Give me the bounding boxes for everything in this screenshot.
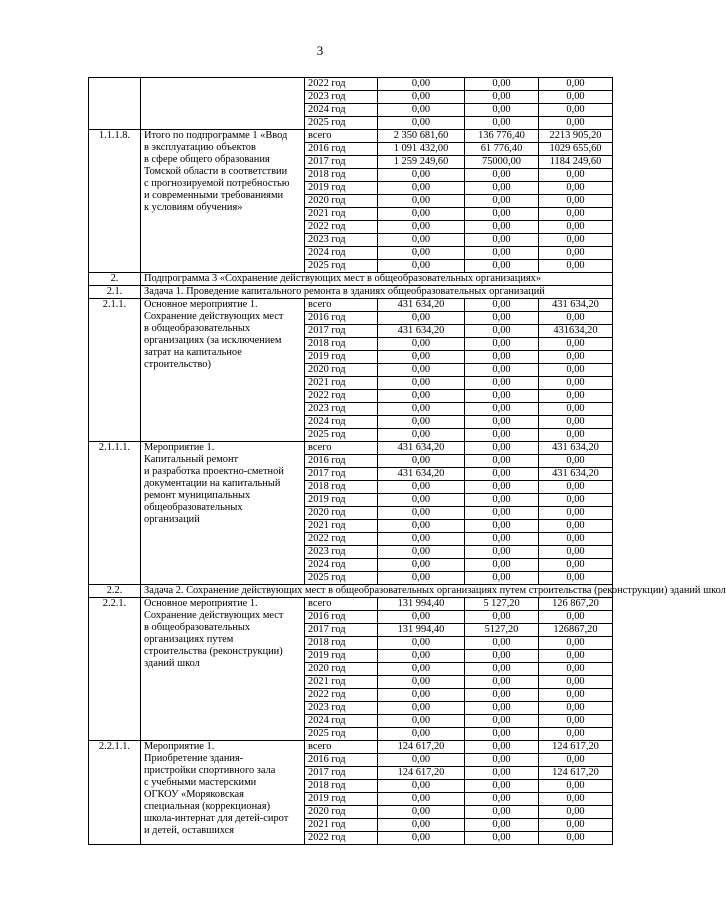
federal-value: 0,00	[465, 494, 539, 507]
federal-value: 0,00	[465, 299, 539, 312]
section-row	[89, 585, 613, 598]
federal-value: 0,00	[465, 325, 539, 338]
total-value: 0,00	[378, 832, 465, 845]
year-cell: 2025 год	[305, 728, 378, 741]
item-name-line: к условиям обучения»	[144, 202, 243, 213]
federal-value: 0,00	[465, 767, 539, 780]
section-number: 2.1.	[89, 286, 141, 299]
total-value: 0,00	[378, 429, 465, 442]
regional-value: 0,00	[539, 78, 613, 91]
total-value: 0,00	[378, 663, 465, 676]
item-name-line: Приобретение здания-	[144, 753, 244, 764]
total-value: 0,00	[378, 572, 465, 585]
table-row	[89, 741, 613, 754]
year-cell: 2019 год	[305, 793, 378, 806]
year-cell: 2016 год	[305, 754, 378, 767]
section-number: 2.2.	[89, 585, 141, 598]
federal-value: 0,00	[465, 455, 539, 468]
year-cell: 2016 год	[305, 312, 378, 325]
item-name	[141, 78, 305, 130]
federal-value: 75000,00	[465, 156, 539, 169]
total-value: 431 634,20	[378, 442, 465, 455]
section-row	[89, 273, 613, 286]
regional-value: 0,00	[539, 832, 613, 845]
total-value: 0,00	[378, 91, 465, 104]
total-value: 0,00	[378, 260, 465, 273]
regional-value: 0,00	[539, 546, 613, 559]
year-cell: 2025 год	[305, 117, 378, 130]
total-value: 431 634,20	[378, 468, 465, 481]
total-value: 0,00	[378, 247, 465, 260]
total-value: 0,00	[378, 702, 465, 715]
year-cell: 2025 год	[305, 572, 378, 585]
federal-value: 0,00	[465, 481, 539, 494]
federal-value: 0,00	[465, 715, 539, 728]
regional-value: 0,00	[539, 780, 613, 793]
year-cell: 2025 год	[305, 429, 378, 442]
year-cell: 2022 год	[305, 221, 378, 234]
year-cell: всего	[305, 598, 378, 611]
regional-value: 0,00	[539, 260, 613, 273]
regional-value: 0,00	[539, 338, 613, 351]
regional-value: 0,00	[539, 429, 613, 442]
total-value: 0,00	[378, 390, 465, 403]
table-row	[89, 598, 613, 611]
total-value: 0,00	[378, 520, 465, 533]
year-cell: 2021 год	[305, 520, 378, 533]
item-name-line: организациях путем	[144, 634, 234, 645]
federal-value: 0,00	[465, 416, 539, 429]
federal-value: 0,00	[465, 689, 539, 702]
regional-value: 0,00	[539, 403, 613, 416]
item-name	[141, 299, 305, 442]
total-value: 0,00	[378, 819, 465, 832]
federal-value: 0,00	[465, 117, 539, 130]
year-cell: 2024 год	[305, 247, 378, 260]
year-cell: 2017 год	[305, 156, 378, 169]
year-cell: 2019 год	[305, 351, 378, 364]
federal-value: 136 776,40	[465, 130, 539, 143]
year-cell: всего	[305, 299, 378, 312]
item-name-line: организациях (за исключением	[144, 335, 282, 346]
section-row	[89, 286, 613, 299]
year-cell: 2024 год	[305, 416, 378, 429]
item-name-line: с прогнозируемой потребностью	[144, 178, 290, 189]
item-name-line: Сохранение действующих мест	[144, 311, 284, 322]
total-value: 0,00	[378, 455, 465, 468]
federal-value: 0,00	[465, 364, 539, 377]
item-name	[141, 741, 305, 845]
federal-value: 0,00	[465, 338, 539, 351]
regional-value: 0,00	[539, 819, 613, 832]
year-cell: 2020 год	[305, 195, 378, 208]
total-value: 124 617,20	[378, 741, 465, 754]
item-name-line: и современными требованиями	[144, 190, 284, 201]
year-cell: 2022 год	[305, 390, 378, 403]
year-cell: 2022 год	[305, 689, 378, 702]
item-name	[141, 130, 305, 273]
item-name-line: строительства (реконструкции)	[144, 646, 283, 657]
year-cell: 2022 год	[305, 78, 378, 91]
year-cell: 2024 год	[305, 715, 378, 728]
year-cell: 2023 год	[305, 91, 378, 104]
total-value: 0,00	[378, 676, 465, 689]
federal-value: 0,00	[465, 507, 539, 520]
total-value: 0,00	[378, 169, 465, 182]
item-name-line: в общеобразовательных	[144, 323, 251, 334]
regional-value: 0,00	[539, 702, 613, 715]
regional-value: 0,00	[539, 728, 613, 741]
regional-value: 0,00	[539, 676, 613, 689]
total-value: 0,00	[378, 715, 465, 728]
regional-value: 0,00	[539, 533, 613, 546]
year-cell: 2018 год	[305, 481, 378, 494]
federal-value: 0,00	[465, 780, 539, 793]
federal-value: 0,00	[465, 351, 539, 364]
year-cell: 2017 год	[305, 767, 378, 780]
federal-value: 0,00	[465, 676, 539, 689]
year-cell: 2021 год	[305, 377, 378, 390]
table-row	[89, 299, 613, 312]
item-name-line: Итого по подпрограмме 1 «Ввод	[144, 130, 288, 141]
total-value: 0,00	[378, 793, 465, 806]
regional-value: 0,00	[539, 416, 613, 429]
year-cell: 2022 год	[305, 533, 378, 546]
section-title: Задача 2. Сохранение действующих мест в общеобразовательных организациях путем строительства (реконструкции) зданий школ	[141, 585, 613, 598]
item-name-line: в сфере общего образования	[144, 154, 270, 165]
regional-value: 0,00	[539, 195, 613, 208]
regional-value: 0,00	[539, 754, 613, 767]
total-value: 0,00	[378, 403, 465, 416]
item-name-line: Томской области в соответствии	[144, 166, 288, 177]
federal-value: 0,00	[465, 312, 539, 325]
federal-value: 0,00	[465, 520, 539, 533]
table-row	[89, 442, 613, 455]
federal-value: 0,00	[465, 663, 539, 676]
federal-value: 0,00	[465, 533, 539, 546]
regional-value: 0,00	[539, 247, 613, 260]
regional-value: 0,00	[539, 377, 613, 390]
item-number	[89, 78, 141, 130]
year-cell: 2024 год	[305, 559, 378, 572]
year-cell: 2023 год	[305, 702, 378, 715]
total-value: 0,00	[378, 338, 465, 351]
total-value: 1 259 249,60	[378, 156, 465, 169]
regional-value: 0,00	[539, 572, 613, 585]
federal-value: 0,00	[465, 403, 539, 416]
item-name	[141, 442, 305, 585]
item-name-line: специальная (коррекционая)	[144, 801, 271, 812]
section-number: 2.	[89, 273, 141, 286]
total-value: 0,00	[378, 234, 465, 247]
year-cell: 2017 год	[305, 325, 378, 338]
total-value: 0,00	[378, 728, 465, 741]
item-number: 2.2.1.1.	[89, 741, 141, 845]
total-value: 0,00	[378, 806, 465, 819]
total-value: 0,00	[378, 416, 465, 429]
total-value: 0,00	[378, 364, 465, 377]
year-cell: 2023 год	[305, 403, 378, 416]
regional-value: 0,00	[539, 91, 613, 104]
federal-value: 0,00	[465, 260, 539, 273]
year-cell: 2016 год	[305, 143, 378, 156]
regional-value: 1184 249,60	[539, 156, 613, 169]
regional-value: 0,00	[539, 182, 613, 195]
regional-value: 0,00	[539, 507, 613, 520]
item-name-line: и детей, оставшихся	[144, 825, 235, 836]
total-value: 0,00	[378, 507, 465, 520]
item-name-line: с учебными мастерскими	[144, 777, 257, 788]
year-cell: 2021 год	[305, 208, 378, 221]
total-value: 0,00	[378, 182, 465, 195]
year-cell: 2021 год	[305, 676, 378, 689]
year-cell: 2018 год	[305, 637, 378, 650]
item-name-line: Мероприятие 1.	[144, 741, 215, 752]
regional-value: 0,00	[539, 455, 613, 468]
federal-value: 0,00	[465, 442, 539, 455]
total-value: 2 350 681,60	[378, 130, 465, 143]
year-cell: 2020 год	[305, 364, 378, 377]
item-name-line: и разработка проектно-сметной	[144, 466, 284, 477]
total-value: 0,00	[378, 559, 465, 572]
federal-value: 0,00	[465, 650, 539, 663]
total-value: 124 617,20	[378, 767, 465, 780]
regional-value: 0,00	[539, 520, 613, 533]
item-name-line: зданий школ	[144, 658, 200, 669]
regional-value: 0,00	[539, 793, 613, 806]
page-number: 3	[316, 43, 324, 58]
regional-value: 0,00	[539, 234, 613, 247]
regional-value: 0,00	[539, 611, 613, 624]
federal-value: 0,00	[465, 637, 539, 650]
federal-value: 0,00	[465, 832, 539, 845]
total-value: 0,00	[378, 533, 465, 546]
regional-value: 0,00	[539, 806, 613, 819]
regional-value: 126 867,20	[539, 598, 613, 611]
federal-value: 0,00	[465, 91, 539, 104]
regional-value: 0,00	[539, 351, 613, 364]
year-cell: 2019 год	[305, 182, 378, 195]
total-value: 0,00	[378, 494, 465, 507]
item-name-line: Основное мероприятие 1.	[144, 598, 258, 609]
item-name-line: ремонт муниципальных	[144, 490, 251, 501]
total-value: 0,00	[378, 208, 465, 221]
item-name-line: Основное мероприятие 1.	[144, 299, 258, 310]
federal-value: 0,00	[465, 702, 539, 715]
federal-value: 0,00	[465, 377, 539, 390]
year-cell: 2021 год	[305, 819, 378, 832]
year-cell: 2017 год	[305, 624, 378, 637]
total-value: 1 091 432,00	[378, 143, 465, 156]
total-value: 0,00	[378, 312, 465, 325]
total-value: 0,00	[378, 546, 465, 559]
regional-value: 124 617,20	[539, 767, 613, 780]
regional-value: 431634,20	[539, 325, 613, 338]
regional-value: 0,00	[539, 312, 613, 325]
federal-value: 0,00	[465, 468, 539, 481]
item-name-line: Капитальный ремонт	[144, 454, 239, 465]
regional-value: 431 634,20	[539, 468, 613, 481]
item-number: 2.1.1.1.	[89, 442, 141, 585]
total-value: 131 994,40	[378, 624, 465, 637]
total-value: 431 634,20	[378, 299, 465, 312]
total-value: 0,00	[378, 650, 465, 663]
year-cell: 2025 год	[305, 260, 378, 273]
year-cell: 2023 год	[305, 234, 378, 247]
federal-value: 0,00	[465, 208, 539, 221]
year-cell: 2020 год	[305, 507, 378, 520]
federal-value: 0,00	[465, 234, 539, 247]
regional-value: 1029 655,60	[539, 143, 613, 156]
federal-value: 0,00	[465, 78, 539, 91]
federal-value: 0,00	[465, 819, 539, 832]
year-cell: 2016 год	[305, 455, 378, 468]
federal-value: 61 776,40	[465, 143, 539, 156]
section-title: Задача 1. Проведение капитального ремонта в зданиях общеобразовательных организаций	[141, 286, 613, 299]
year-cell: 2020 год	[305, 663, 378, 676]
total-value: 431 634,20	[378, 325, 465, 338]
year-cell: 2022 год	[305, 832, 378, 845]
year-cell: 2018 год	[305, 780, 378, 793]
federal-value: 0,00	[465, 221, 539, 234]
item-number: 1.1.1.8.	[89, 130, 141, 273]
total-value: 0,00	[378, 351, 465, 364]
federal-value: 0,00	[465, 754, 539, 767]
federal-value: 0,00	[465, 806, 539, 819]
regional-value: 0,00	[539, 559, 613, 572]
federal-value: 5127,20	[465, 624, 539, 637]
item-number: 2.1.1.	[89, 299, 141, 442]
regional-value: 2213 905,20	[539, 130, 613, 143]
item-name-line: школа-интернат для детей-сирот	[144, 813, 289, 824]
total-value: 0,00	[378, 689, 465, 702]
federal-value: 0,00	[465, 104, 539, 117]
year-cell: 2020 год	[305, 806, 378, 819]
total-value: 0,00	[378, 637, 465, 650]
federal-value: 0,00	[465, 611, 539, 624]
regional-value: 0,00	[539, 481, 613, 494]
federal-value: 0,00	[465, 169, 539, 182]
table-row	[89, 130, 613, 143]
total-value: 0,00	[378, 481, 465, 494]
regional-value: 0,00	[539, 689, 613, 702]
federal-value: 0,00	[465, 559, 539, 572]
total-value: 0,00	[378, 377, 465, 390]
federal-value: 0,00	[465, 429, 539, 442]
year-cell: всего	[305, 130, 378, 143]
item-name-line: организаций	[144, 514, 200, 525]
regional-value: 0,00	[539, 663, 613, 676]
year-cell: 2017 год	[305, 468, 378, 481]
regional-value: 0,00	[539, 221, 613, 234]
item-name-line: в общеобразовательных	[144, 622, 251, 633]
item-name-line: Сохранение действующих мест	[144, 610, 284, 621]
total-value: 0,00	[378, 754, 465, 767]
total-value: 0,00	[378, 78, 465, 91]
regional-value: 0,00	[539, 208, 613, 221]
budget-table-body	[89, 78, 726, 845]
regional-value: 0,00	[539, 715, 613, 728]
regional-value: 0,00	[539, 117, 613, 130]
section-title: Подпрограмма 3 «Сохранение действующих мест в общеобразовательных организациях»	[141, 273, 613, 286]
federal-value: 0,00	[465, 741, 539, 754]
total-value: 131 994,40	[378, 598, 465, 611]
year-cell: 2023 год	[305, 546, 378, 559]
total-value: 0,00	[378, 611, 465, 624]
federal-value: 0,00	[465, 546, 539, 559]
year-cell: 2016 год	[305, 611, 378, 624]
year-cell: всего	[305, 741, 378, 754]
year-cell: 2019 год	[305, 650, 378, 663]
federal-value: 5 127,20	[465, 598, 539, 611]
item-name-line: пристройки спортивного зала	[144, 765, 276, 776]
item-name-line: затрат на капитальное	[144, 347, 242, 358]
regional-value: 0,00	[539, 390, 613, 403]
regional-value: 0,00	[539, 494, 613, 507]
regional-value: 0,00	[539, 364, 613, 377]
federal-value: 0,00	[465, 793, 539, 806]
year-cell: 2024 год	[305, 104, 378, 117]
total-value: 0,00	[378, 117, 465, 130]
total-value: 0,00	[378, 780, 465, 793]
item-number: 2.2.1.	[89, 598, 141, 741]
item-name-line: в эксплуатацию объектов	[144, 142, 256, 153]
regional-value: 0,00	[539, 650, 613, 663]
item-name-line: строительство)	[144, 359, 211, 370]
table-row	[89, 78, 613, 91]
total-value: 0,00	[378, 221, 465, 234]
budget-table	[88, 77, 726, 845]
federal-value: 0,00	[465, 182, 539, 195]
federal-value: 0,00	[465, 247, 539, 260]
year-cell: 2018 год	[305, 338, 378, 351]
regional-value: 0,00	[539, 637, 613, 650]
regional-value: 431 634,20	[539, 442, 613, 455]
item-name-line: общеобразовательных	[144, 502, 243, 513]
regional-value: 124 617,20	[539, 741, 613, 754]
year-cell: 2019 год	[305, 494, 378, 507]
item-name-line: Мероприятие 1.	[144, 442, 215, 453]
year-cell: 2018 год	[305, 169, 378, 182]
regional-value: 126867,20	[539, 624, 613, 637]
federal-value: 0,00	[465, 572, 539, 585]
item-name	[141, 598, 305, 741]
regional-value: 0,00	[539, 104, 613, 117]
federal-value: 0,00	[465, 390, 539, 403]
federal-value: 0,00	[465, 728, 539, 741]
regional-value: 431 634,20	[539, 299, 613, 312]
item-name-line: документации на капитальный	[144, 478, 281, 489]
item-name-line: ОГКОУ «Моряковская	[144, 789, 244, 800]
total-value: 0,00	[378, 104, 465, 117]
total-value: 0,00	[378, 195, 465, 208]
regional-value: 0,00	[539, 169, 613, 182]
federal-value: 0,00	[465, 195, 539, 208]
year-cell: всего	[305, 442, 378, 455]
